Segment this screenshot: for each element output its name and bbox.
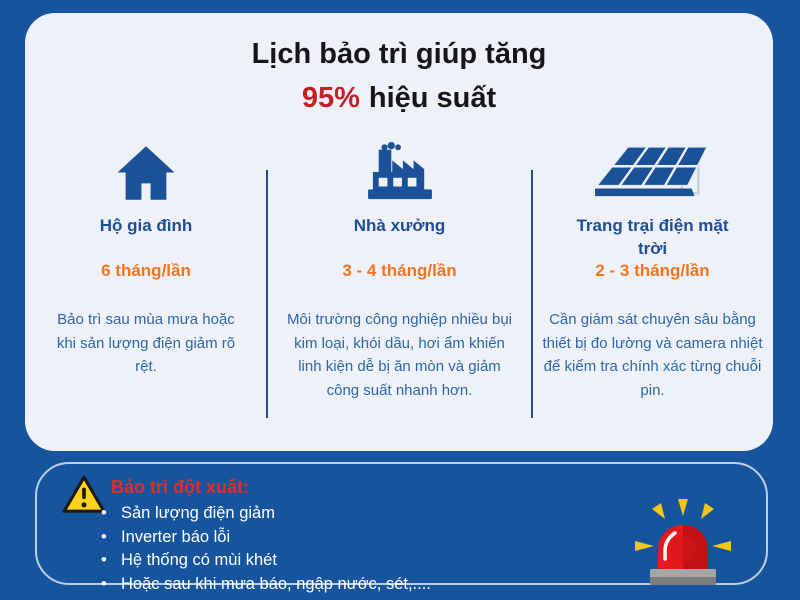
column-description: Môi trường công nghiệp nhiều bụi kim loại, khói dầu, hơi ẩm khiến linh kiện dễ bị ăn mòn và giảm công suất nhanh hơn. — [286, 311, 513, 400]
column-description: Cần giám sát chuyên sâu bằng thiết bị đo lường và camera nhiệt để kiểm tra chính xác từng chuỗi pin. — [542, 311, 763, 400]
column-household — [25, 131, 267, 403]
column-title: Hộ gia đình — [99, 216, 193, 235]
column-frequency: 6 tháng/lần — [101, 261, 191, 280]
column-solar-farm — [532, 131, 773, 403]
list-item: • Hệ thống có mùi khét — [93, 549, 431, 573]
house-icon — [25, 131, 267, 201]
title-rest: hiệu suất — [368, 81, 497, 114]
main-card — [25, 13, 773, 451]
column-title: Nhà xưởng — [353, 216, 446, 235]
emergency-list — [93, 502, 431, 596]
column-frequency: 3 - 4 tháng/lần — [342, 261, 457, 280]
list-item: • Hoặc sau khi mưa báo, ngập nước, sét,.... — [93, 573, 431, 597]
list-item: • Sản lượng điện giảm — [93, 502, 431, 526]
column-description: Bảo trì sau mùa mưa hoặc khi sản lượng điện giảm rõ rệt. — [56, 311, 236, 376]
schedule-columns — [25, 131, 773, 403]
list-item: • Inverter báo lỗi — [93, 526, 431, 550]
title-line-2 — [25, 77, 773, 121]
page-title — [25, 33, 773, 120]
siren-icon — [633, 497, 733, 585]
column-divider-right — [531, 170, 533, 418]
emergency-maintenance-box — [35, 462, 768, 593]
column-factory — [267, 131, 532, 403]
factory-icon — [267, 131, 532, 201]
emergency-title: Bảo trì đột xuất: — [111, 477, 249, 497]
column-frequency: 2 - 3 tháng/lần — [595, 261, 710, 280]
solar-panel-icon — [532, 131, 773, 201]
title-line-1: Lịch bảo trì giúp tăng — [251, 38, 547, 70]
column-title: Trang trại điện mặt trời — [576, 216, 729, 258]
title-highlight: 95% — [301, 81, 360, 114]
column-divider-left — [266, 170, 268, 418]
